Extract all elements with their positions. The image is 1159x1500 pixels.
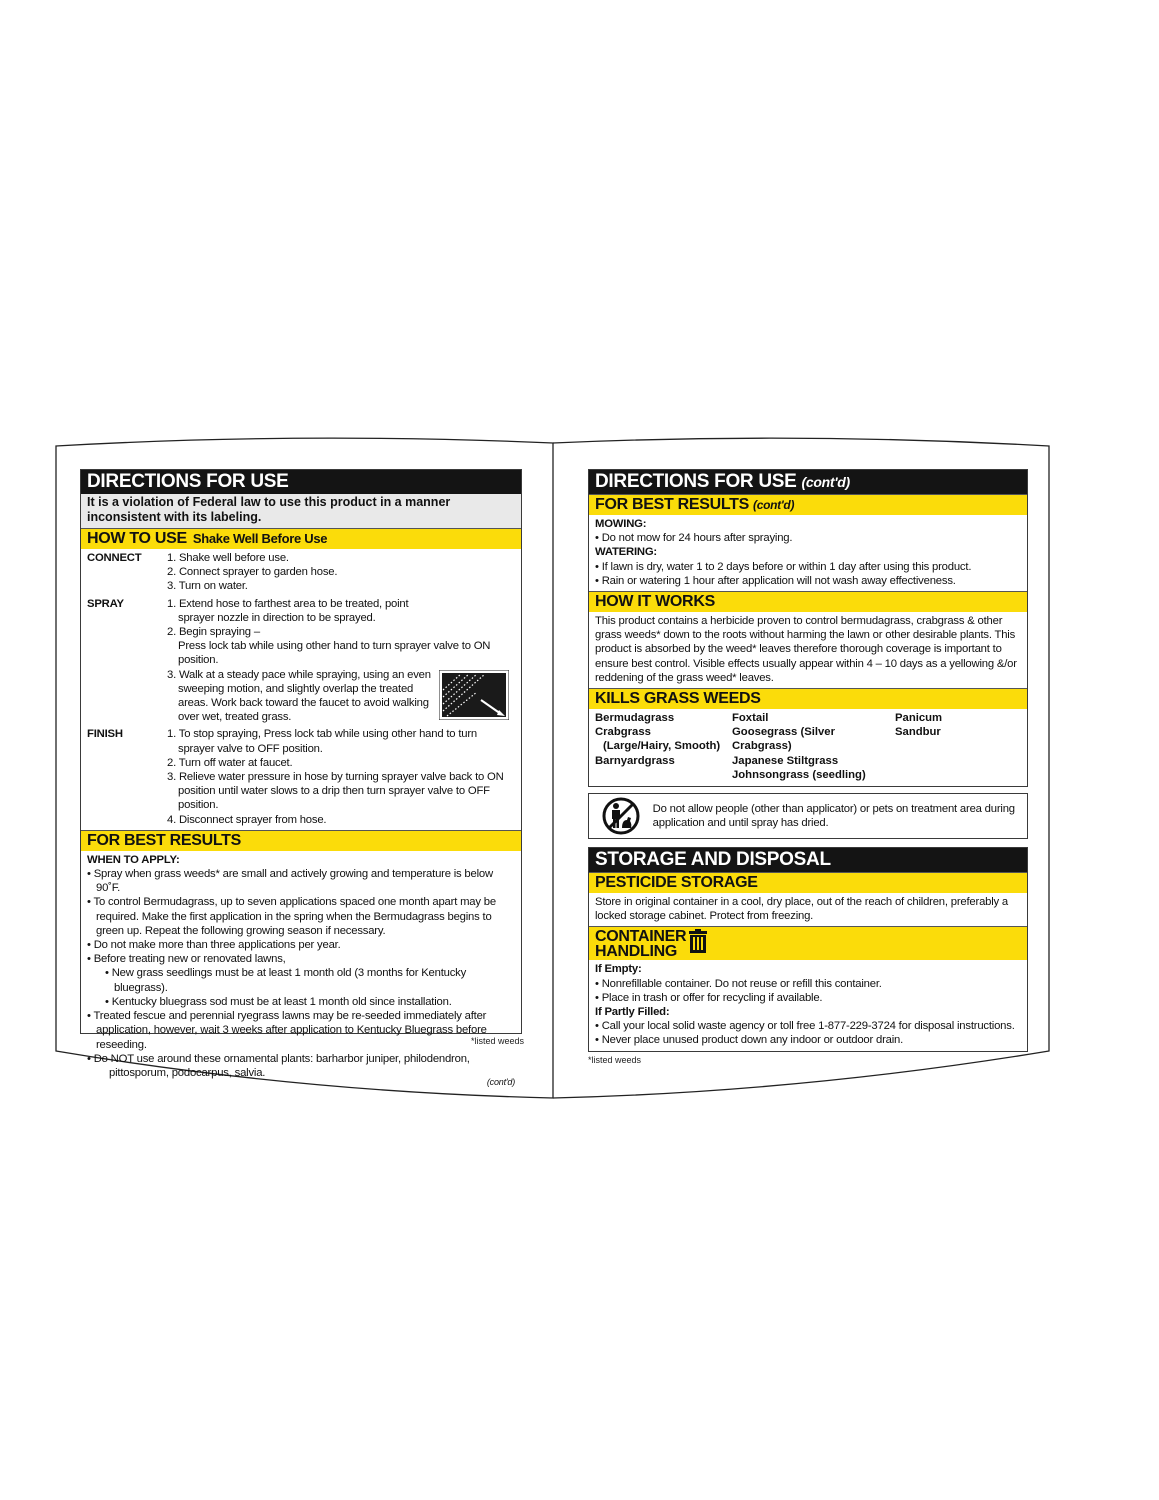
contd-label: (cont'd) <box>753 498 795 512</box>
best-results-bullet: • To control Bermudagrass, up to seven applications spaced one month apart may be required. Make the first application in the spring when the Bermudagrass begins to green up. Repeat the following growing season if necessary. <box>87 896 496 937</box>
directions-continued-box <box>588 469 1028 787</box>
spray-group <box>87 597 515 725</box>
container-handling-body <box>589 960 1027 1050</box>
finish-step: 4. Disconnect sprayer from hose. <box>167 813 327 826</box>
weed-item: (Large/Hairy, Smooth) <box>603 740 721 753</box>
weed-item: Johnsongrass (seedling) <box>732 768 866 781</box>
federal-law-notice: It is a violation of Federal law to use this product in a manner inconsistent with its labeling. <box>81 494 521 528</box>
mowing-watering-body <box>589 515 1027 591</box>
when-to-apply-label: WHEN TO APPLY: <box>87 853 180 866</box>
weed-item: Goosegrass (Silver Crabgrass) <box>732 726 835 753</box>
finish-group <box>87 727 515 826</box>
how-to-use-steps <box>81 549 521 830</box>
finish-step: 2. Turn off water at faucet. <box>167 756 293 769</box>
spray-step: 2. Begin spraying – <box>167 626 260 639</box>
no-people-pets-icon <box>601 796 641 836</box>
weed-item: Foxtail <box>732 712 769 725</box>
weed-column-2 <box>732 711 895 782</box>
best-results-bullet: • Do not make more than three applications per year. <box>87 939 341 952</box>
connect-label: CONNECT <box>87 552 142 564</box>
watering-label: WATERING: <box>595 546 657 559</box>
pesticide-storage-text: Store in original container in a cool, dry place, out of the reach of children, preferably a locked storage cabinet. Protect from freezing. <box>595 896 1009 923</box>
mowing-bullet: • Do not mow for 24 hours after spraying. <box>595 532 793 545</box>
best-results-body <box>81 851 521 1090</box>
weed-column-3 <box>895 711 1021 782</box>
weed-item: Crabgrass <box>595 726 651 739</box>
best-results-bullet: • Before treating new or renovated lawns, <box>87 953 286 966</box>
container-handling-heading <box>589 926 1027 960</box>
weed-item: Barnyardgrass <box>595 754 675 767</box>
best-results-contd-heading <box>589 494 1027 515</box>
connect-group <box>87 551 515 594</box>
if-empty-bullet: • Nonrefillable container. Do not reuse or refill this container. <box>595 977 882 990</box>
weed-list <box>589 709 1027 786</box>
ornamental-plants-continued: pittosporum, podocarpus, salvia. <box>109 1066 266 1079</box>
spray-step: Press lock tab while using other hand to turn sprayer valve to ON position. <box>178 640 491 667</box>
how-it-works-text: This product contains a herbicide proven to control bermudagrass, crabgrass & other grass weeds* down to the roots without harming the lawn or other desirable plants. This product is absorbed by the weed* leaves therefore thorough coverage is important to ensure best control. Visible effects usually appear within 4 – 10 days as a yellowing &/or reddening of the grass weed* leaves. <box>595 615 1017 684</box>
if-partly-filled-bullet: • Call your local solid waste agency or toll free 1-877-229-3724 for disposal instructions. <box>595 1020 1015 1033</box>
finish-label: FINISH <box>87 728 123 741</box>
if-empty-label: If Empty: <box>595 963 642 976</box>
storage-disposal-title: STORAGE AND DISPOSAL <box>589 848 1027 872</box>
trash-can-icon <box>689 929 707 953</box>
sprayer-illustration-icon <box>439 670 509 720</box>
footnote-listed-weeds: *listed weeds <box>471 1036 525 1046</box>
continued-note: (cont'd) <box>486 1077 515 1088</box>
watering-bullet: • Rain or watering 1 hour after application will not wash away effectiveness. <box>595 574 956 587</box>
best-results-title: FOR BEST RESULTS <box>595 496 750 513</box>
best-results-sub-bullet: • New grass seedlings must be at least 1 month old (3 months for Kentucky bluegrass). <box>105 967 467 994</box>
spray-step: 3. Walk at a steady pace while spraying, using an even sweeping motion, and slightly overlap the treated areas. Work back toward the faucet to avoid walking over wet, treated grass. <box>167 668 431 724</box>
connect-step: 1. Shake well before use. <box>167 552 289 564</box>
how-to-use-heading <box>81 528 521 549</box>
container-heading-line2: HANDLING <box>595 943 678 961</box>
people-pets-warning <box>588 793 1028 839</box>
shake-well-note: Shake Well Before Use <box>192 531 328 546</box>
best-results-sub-bullet: • Kentucky bluegrass sod must be at least 1 month old since installation. <box>105 995 452 1008</box>
how-to-use-title: HOW TO USE <box>87 530 187 547</box>
connect-step: 2. Connect sprayer to garden hose. <box>167 566 338 579</box>
spray-step: 1. Extend hose to farthest area to be treated, point sprayer nozzle in direction to be sprayed. <box>167 597 409 624</box>
if-partly-filled-label: If Partly Filled: <box>595 1006 670 1019</box>
warning-text: Do not allow people (other than applicator) or pets on treatment area during application and until spray has dried. <box>652 802 1015 830</box>
kills-grass-weeds-heading: KILLS GRASS WEEDS <box>589 688 1027 709</box>
best-results-bullet: • Spray when grass weeds* are small and actively growing and temperature is below 90˚F. <box>87 868 493 895</box>
weed-item: Japanese Stiltgrass <box>732 754 839 767</box>
watering-bullet: • If lawn is dry, water 1 to 2 days before or within 1 day after using this product. <box>595 560 972 573</box>
spray-label: SPRAY <box>87 597 124 610</box>
how-it-works-heading: HOW IT WORKS <box>589 591 1027 612</box>
finish-step: 3. Relieve water pressure in hose by turning sprayer valve back to ON position until water slows to a drip then turn sprayer valve to OFF position. <box>167 771 504 812</box>
directions-panel-right <box>588 469 1028 1065</box>
storage-disposal-box <box>588 847 1028 1052</box>
if-empty-bullet: • Place in trash or offer for recycling if available. <box>595 991 823 1004</box>
directions-title: DIRECTIONS FOR USE <box>595 471 797 492</box>
if-partly-filled-bullet: • Never place unused product down any indoor or outdoor drain. <box>595 1034 904 1047</box>
best-results-bullet: • Treated fescue and perennial ryegrass lawns may be re-seeded immediately after application, however, wait 3 weeks after application to Kentucky Bluegrass before reseeding. <box>87 1010 487 1051</box>
weed-item: Sandbur <box>895 726 941 739</box>
weed-item: Panicum <box>895 712 943 725</box>
pesticide-storage-heading: PESTICIDE STORAGE <box>589 872 1027 893</box>
contd-label: (cont'd) <box>801 474 850 490</box>
mowing-label: MOWING: <box>595 518 647 530</box>
best-results-heading: FOR BEST RESULTS <box>81 830 521 851</box>
weed-item: Bermudagrass <box>595 712 675 725</box>
container-heading-line1: CONTAINER <box>595 928 687 946</box>
connect-step: 3. Turn on water. <box>167 580 248 593</box>
finish-step: 1. To stop spraying, Press lock tab while using other hand to turn sprayer valve to OFF position. <box>167 728 477 755</box>
section-title-directions-contd <box>589 470 1027 494</box>
footnote-listed-weeds: *listed weeds <box>588 1054 642 1065</box>
weed-column-1 <box>595 711 732 782</box>
section-title-directions: DIRECTIONS FOR USE <box>81 470 521 494</box>
best-results-bullet: • Do NOT use around these ornamental plants: barharbor juniper, philodendron, <box>87 1052 470 1065</box>
